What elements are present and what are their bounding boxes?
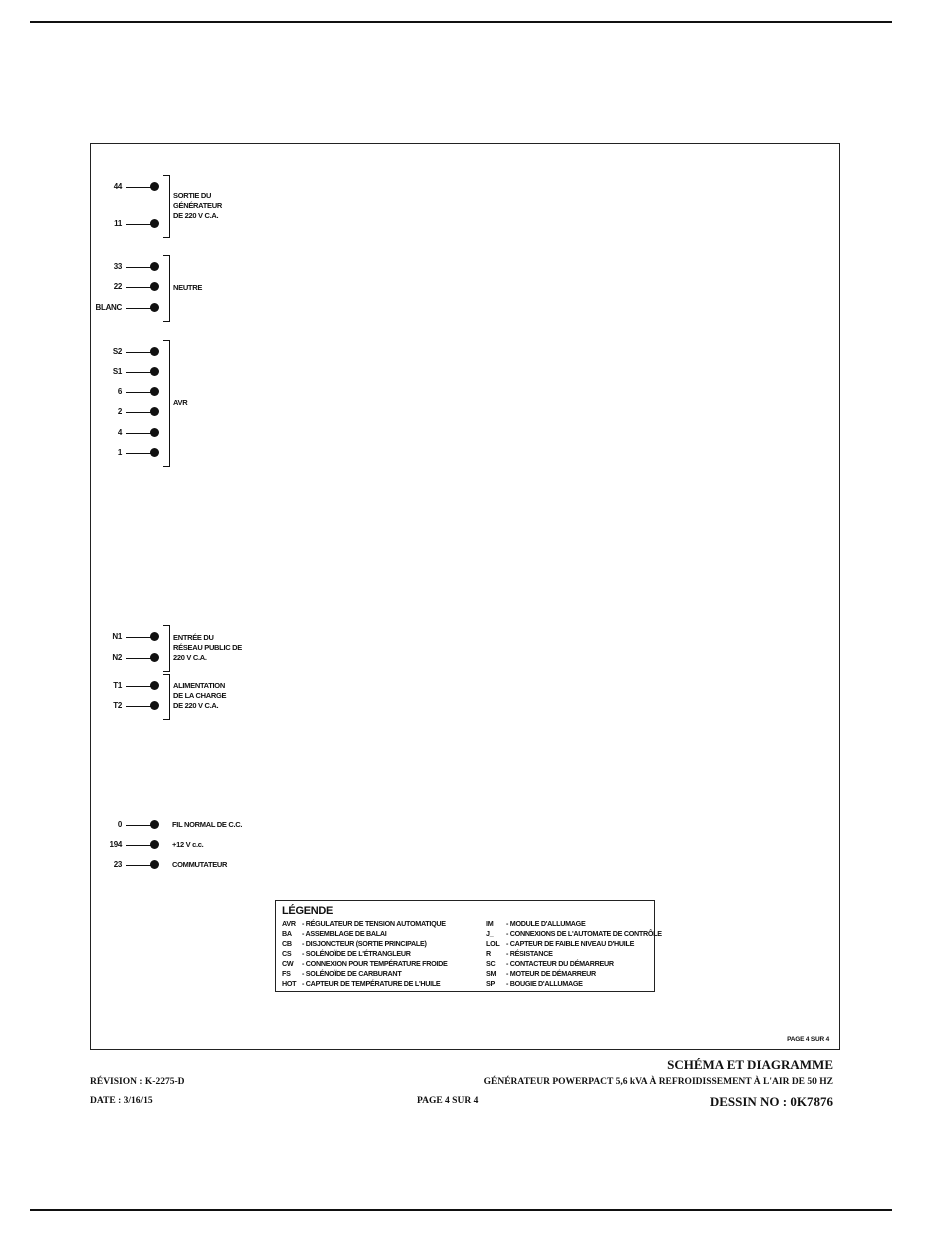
legend-code: R	[486, 949, 491, 958]
legend-code: SM	[486, 969, 497, 978]
legend-row	[486, 979, 662, 989]
group-bracket-gen-output	[163, 175, 170, 238]
legend-code: IM	[486, 919, 494, 928]
terminal-11	[114, 217, 160, 231]
terminal-2	[117, 405, 160, 419]
legend-code: CB	[282, 939, 292, 948]
terminal-dot	[150, 219, 159, 228]
legend-text: - CAPTEUR DE TEMPÉRATURE DE L'HUILE	[302, 979, 441, 988]
legend-text: - BOUGIE D'ALLUMAGE	[506, 979, 583, 988]
group-bracket-load-supply	[163, 674, 170, 720]
legend-text: - RÉGULATEUR DE TENSION AUTOMATIQUE	[302, 919, 446, 928]
legend-code: HOT	[282, 979, 297, 988]
terminal-dot	[150, 182, 159, 191]
bottom-rule	[30, 1209, 892, 1211]
terminal-label: 2	[117, 407, 122, 416]
terminal-label: S2	[112, 347, 122, 356]
legend-title: LÉGENDE	[282, 905, 334, 917]
legend-row	[282, 949, 448, 959]
legend-code: LOL	[486, 939, 500, 948]
legend-row	[282, 919, 448, 929]
legend-row	[486, 919, 662, 929]
terminal-dot	[150, 840, 159, 849]
legend-row	[486, 939, 662, 949]
legend-text: - DISJONCTEUR (SORTIE PRINCIPALE)	[302, 939, 427, 948]
group-bracket-utility-input	[163, 625, 170, 672]
legend-code: CS	[282, 949, 292, 958]
terminal-n2	[112, 651, 160, 665]
terminal-description-23: COMMUTATEUR	[172, 860, 228, 869]
terminal-description-0: FIL NORMAL DE C.C.	[172, 820, 243, 829]
legend-row	[486, 969, 662, 979]
title-block-subtitle: GÉNÉRATEUR POWERPACT 5,6 kVA À REFROIDISSEMENT À L'AIR DE 50 HZ	[483, 1077, 833, 1087]
terminal-dot	[150, 262, 159, 271]
terminal-dot	[150, 681, 159, 690]
group-label-neutral: NEUTRE	[173, 282, 203, 292]
terminal-44	[113, 180, 160, 194]
terminal-label: 1	[117, 448, 122, 457]
terminal-description-194: +12 V c.c.	[172, 840, 204, 849]
legend-row	[282, 929, 448, 939]
terminal-s2	[112, 345, 160, 359]
legend-code: CW	[282, 959, 294, 968]
title-block-drawing-number: DESSIN NO : 0K7876	[709, 1094, 833, 1109]
terminal-dot	[150, 653, 159, 662]
legend-text: - MOTEUR DE DÉMARREUR	[506, 969, 596, 978]
terminal-label: 33	[113, 262, 122, 271]
legend-text: - CONNEXIONS DE L'AUTOMATE DE CONTRÔLE	[506, 929, 662, 938]
legend-row	[282, 979, 448, 989]
top-rule	[30, 21, 892, 23]
terminal-dot	[150, 387, 159, 396]
terminal-label: 23	[113, 860, 122, 869]
legend-text: - SOLÉNOÏDE DE L'ÉTRANGLEUR	[302, 949, 411, 958]
group-bracket-neutral	[163, 255, 170, 322]
terminal-t1	[113, 679, 160, 693]
legend-text: - CONNEXION POUR TEMPÉRATURE FROIDE	[302, 959, 448, 968]
legend-text: - RÉSISTANCE	[506, 949, 553, 958]
terminal-dot	[150, 303, 159, 312]
legend-row	[282, 969, 448, 979]
terminal-dot	[150, 820, 159, 829]
title-block-revision: RÉVISION : K-2275-D	[90, 1077, 185, 1087]
legend-text: - CAPTEUR DE FAIBLE NIVEAU D'HUILE	[506, 939, 635, 948]
terminal-4	[117, 426, 160, 440]
frame-page-number: PAGE 4 SUR 4	[787, 1036, 829, 1043]
terminal-label: 6	[117, 387, 122, 396]
group-label-load-supply: ALIMENTATION DE LA CHARGE DE 220 V C.A.	[173, 681, 227, 710]
terminal-dot	[150, 282, 159, 291]
terminal-label: 11	[114, 219, 122, 228]
diagram-frame	[90, 143, 840, 1050]
legend-box	[275, 900, 662, 992]
terminal-label: BLANC	[95, 303, 122, 312]
legend-text: - CONTACTEUR DU DÉMARREUR	[506, 959, 614, 968]
terminal-6	[117, 385, 160, 399]
legend-text: - MODULE D'ALLUMAGE	[506, 919, 586, 928]
title-block-date: DATE : 3/16/15	[90, 1096, 153, 1106]
terminal-22	[113, 280, 160, 294]
terminal-dot	[150, 428, 159, 437]
legend-text: - SOLÉNOÏDE DE CARBURANT	[302, 969, 402, 978]
terminal-label: 44	[113, 182, 122, 191]
title-block-page: PAGE 4 SUR 4	[417, 1096, 479, 1106]
legend-row	[282, 939, 448, 949]
terminal-t2	[113, 699, 160, 713]
terminal-label: T1	[113, 681, 122, 690]
legend-row	[486, 929, 662, 939]
legend-left-column	[282, 919, 448, 989]
legend-right-column	[486, 919, 662, 989]
terminal-label: 22	[113, 282, 122, 291]
terminal-dot	[150, 860, 159, 869]
terminal-23	[113, 858, 160, 872]
terminal-label: 0	[117, 820, 122, 829]
legend-code: BA	[282, 929, 292, 938]
group-label-utility-input: ENTRÉE DU RÉSEAU PUBLIC DE 220 V C.A.	[173, 632, 242, 662]
legend-text: - ASSEMBLAGE DE BALAI	[302, 929, 387, 938]
terminal-label: N1	[112, 632, 122, 641]
terminal-label: 4	[117, 428, 122, 437]
legend-row	[486, 949, 662, 959]
terminal-dot	[150, 701, 159, 710]
terminal-33	[113, 260, 160, 274]
terminal-blanc	[95, 301, 160, 315]
terminal-dot	[150, 632, 159, 641]
group-label-avr: AVR	[173, 397, 188, 407]
terminal-s1	[112, 365, 160, 379]
group-label-gen-output: SORTIE DU GÉNÉRATEUR DE 220 V C.A.	[173, 190, 222, 220]
terminal-dot	[150, 448, 159, 457]
terminal-194	[109, 838, 160, 852]
legend-code: SC	[486, 959, 496, 968]
terminal-dot	[150, 347, 159, 356]
terminal-n1	[112, 630, 160, 644]
terminal-label: T2	[113, 701, 122, 710]
legend-row	[486, 959, 662, 969]
terminal-dot	[150, 367, 159, 376]
terminal-label: S1	[112, 367, 122, 376]
terminal-label: 194	[109, 840, 122, 849]
legend-code: FS	[282, 969, 291, 978]
legend-code: J_	[486, 929, 494, 938]
legend-row	[282, 959, 448, 969]
terminal-label: N2	[112, 653, 122, 662]
title-block-title: SCHÉMA ET DIAGRAMME	[667, 1057, 833, 1072]
group-bracket-avr	[163, 340, 170, 467]
terminal-dot	[150, 407, 159, 416]
terminal-0	[117, 818, 160, 832]
terminal-1	[117, 446, 160, 460]
legend-code: AVR	[282, 919, 296, 928]
legend-code: SP	[486, 979, 495, 988]
